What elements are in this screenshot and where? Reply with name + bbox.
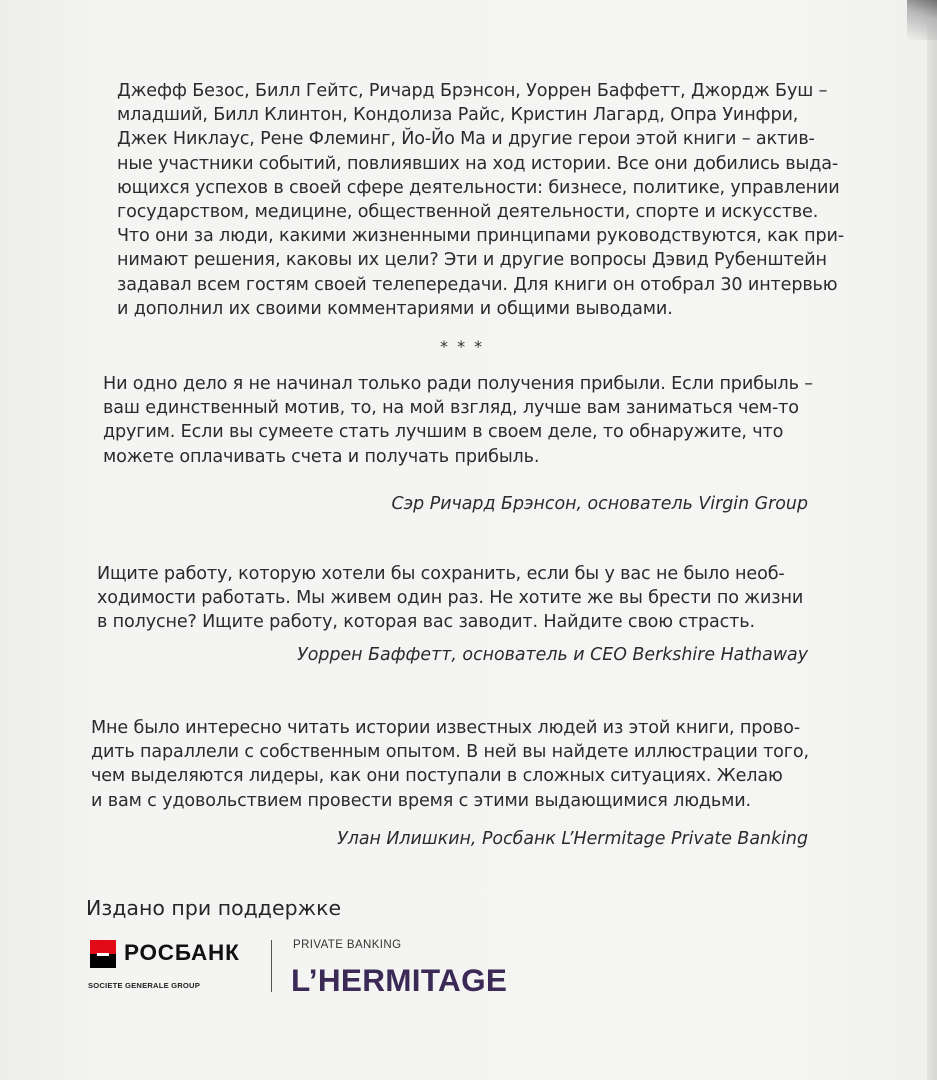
quote-buffett	[97, 562, 803, 635]
rosbank-logo-text: РОСБАНК	[124, 940, 240, 965]
quote-line: чем выделяются лидеры, как они поступали в сложных ситуациях. Желаю	[91, 766, 783, 787]
quote-line: ваш единственный мотив, то, на мой взгляд, лучше вам заниматься чем-то	[103, 398, 799, 419]
intro-line: Что они за люди, какими жизненными принципами руководствуются, как при-	[117, 226, 844, 247]
quote-line: и вам с удовольствием провести время с этими выдающимися людьми.	[91, 790, 751, 811]
corner-shadow	[907, 0, 937, 40]
intro-line: Джефф Безос, Билл Гейтс, Ричард Брэнсон, Уоррен Баффетт, Джордж Буш –	[117, 81, 828, 101]
intro-line: младший, Билл Клинтон, Кондолиза Райс, Кристин Лагард, Опра Уинфри,	[117, 105, 799, 126]
quote-line: другим. Если вы сумеете стать лучшим в своем деле, то обнаружите, что	[103, 422, 784, 443]
rosbank-group-text: SOCIETE GENERALE GROUP	[88, 981, 200, 990]
quote-line: Ни одно дело я не начинал только ради получения прибыли. Если прибыль –	[103, 374, 813, 394]
intro-line: государством, медицине, общественной деятельности, спорте и искусстве.	[117, 202, 819, 223]
quote-line: дить параллели с собственным опытом. В ней вы найдете иллюстрации того,	[91, 742, 809, 763]
section-separator: * * *	[440, 337, 485, 356]
rosbank-logo-red	[90, 940, 116, 954]
support-heading: Издано при поддержке	[86, 896, 342, 920]
quote-attribution: Улан Илишкин, Росбанк L’Hermitage Private Banking	[337, 829, 808, 849]
intro-line: задавал всем гостям своей телепередачи. Для книги он отобрал 30 интервью	[117, 274, 838, 295]
quote-line: можете оплачивать счета и получать прибыль.	[103, 446, 540, 467]
quote-branson	[103, 372, 813, 469]
quote-line: в полусне? Ищите работу, которая вас заводит. Найдите свою страсть.	[97, 612, 755, 633]
cover-edge	[927, 0, 937, 1080]
intro-line: нимают решения, каковы их цели? Эти и другие вопросы Дэвид Рубенштейн	[117, 250, 827, 271]
quote-ilishkin	[91, 716, 809, 813]
intro-line: ные участники событий, повлиявших на ход истории. Все они добились выда-	[117, 153, 839, 174]
rosbank-logo-bar	[97, 953, 109, 956]
quote-line: Ищите работу, которую хотели бы сохранить, если бы у вас не было необ-	[97, 564, 785, 584]
intro-line: ющихся успехов в своей сфере деятельности: бизнесе, политике, управлении	[117, 177, 840, 198]
quote-attribution: Сэр Ричард Брэнсон, основатель Virgin Group	[391, 494, 808, 514]
intro-line: Джек Никлаус, Рене Флеминг, Йо-Йо Ма и другие герои этой книги – актив-	[117, 129, 815, 150]
quote-attribution: Уоррен Баффетт, основатель и CEO Berkshire Hathaway	[297, 645, 808, 665]
private-banking-label: PRIVATE BANKING	[293, 939, 402, 951]
rosbank-logo-icon	[90, 940, 116, 968]
quote-line: Мне было интересно читать истории известных людей из этой книги, прово-	[91, 718, 800, 738]
quote-line: ходимости работать. Мы живем один раз. Не хотите же вы брести по жизни	[97, 588, 804, 609]
hermitage-logo-text: L’HERMITAGE	[291, 962, 508, 998]
intro-paragraph	[117, 79, 844, 321]
logo-divider	[271, 940, 272, 992]
intro-line: и дополнил их своими комментариями и общими выводами.	[117, 298, 673, 319]
